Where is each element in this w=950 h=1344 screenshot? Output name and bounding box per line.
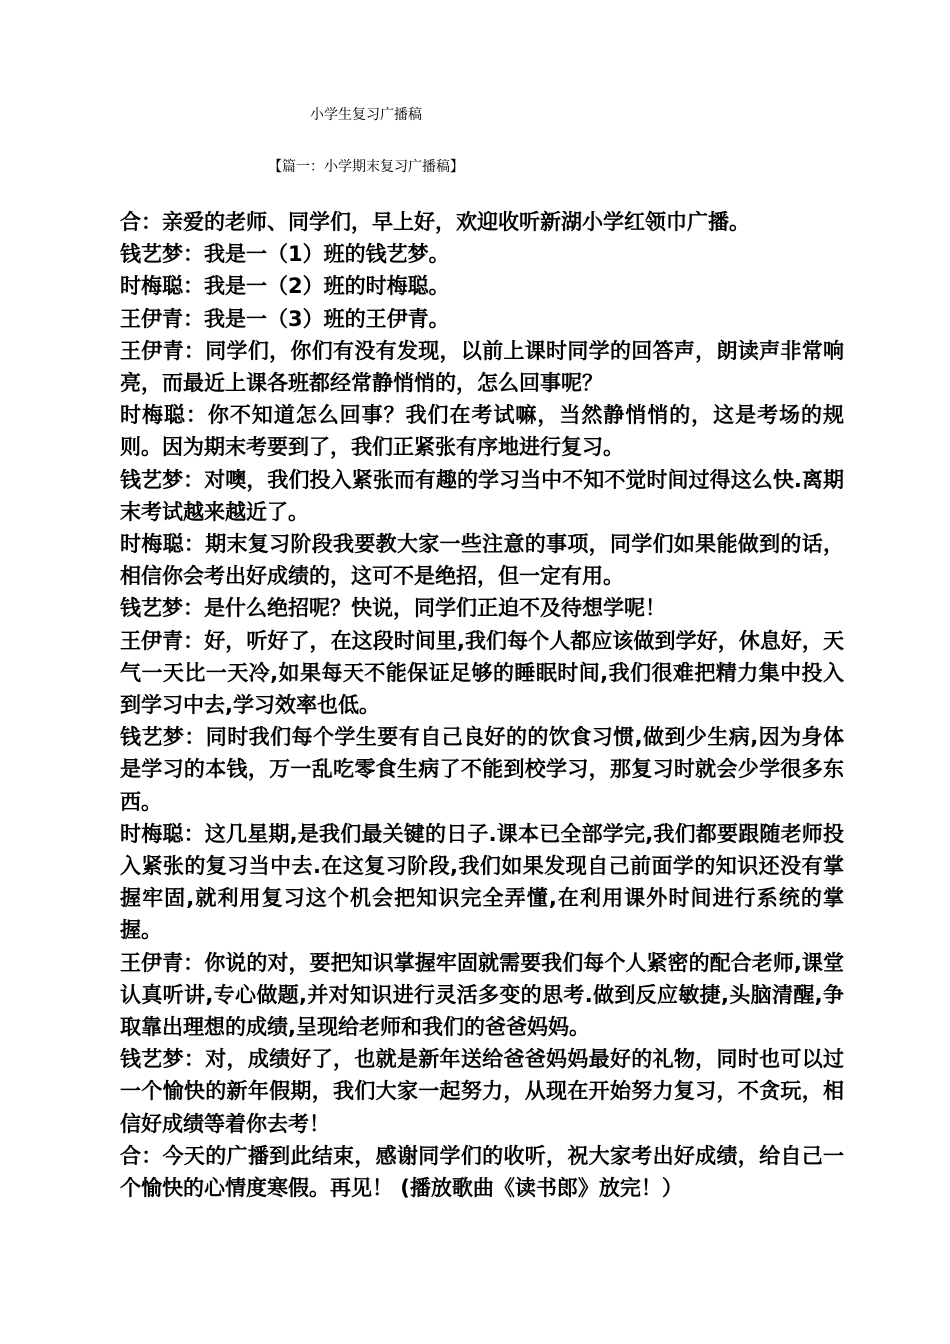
document-body (116, 206, 844, 1204)
paragraph: 钱艺梦：同时我们每个学生要有自己良好的的饮食习惯,做到少生病,因为身体是学习的本钱，万一乱吃零食生病了不能到校学习，那复习时就会少学很多东西。 (120, 725, 844, 814)
paragraph: 时梅聪：我是一（2）班的时梅聪。 (120, 274, 450, 299)
paragraph: 王伊青：同学们，你们有没有发现，以前上课时同学的回答声，朗读声非常响亮，而最近上课各班都经常静悄悄的，怎么回事呢？ (120, 338, 844, 396)
paragraph: 钱艺梦：对噢，我们投入紧张而有趣的学习当中不知不觉时间过得这么快.离期末考试越来越近了。 (120, 467, 844, 524)
paragraph: 时梅聪：这几星期,是我们最关键的日子.课本已全部学完,我们都要跟随老师投入紧张的复习当中去.在这复习阶段,我们如果发现自己前面学的知识还没有掌握牢固,就利用复习这个机会把知识完全弄懂,在利用课外时间进行系统的掌握。 (120, 821, 844, 943)
paragraph: 王伊青：好，听好了，在这段时间里,我们每个人都应该做到学好，休息好，天气一天比一天冷,如果每天不能保证足够的睡眠时间,我们很难把精力集中投入到学习中去,学习效率也低。 (120, 628, 844, 718)
paragraph: 合：今天的广播到此结束，感谢同学们的收听，祝大家考出好成绩，给自己一个愉快的心情度寒假。再见！ (播放歌曲《读书郎》放完！） (120, 1143, 844, 1201)
paragraph: 钱艺梦：对，成绩好了，也就是新年送给爸爸妈妈最好的礼物，同时也可以过一个愉快的新年假期，我们大家一起努力，从现在开始努力复习，不贪玩，相信好成绩等着你去考！ (120, 1047, 844, 1136)
paragraph: 时梅聪：你不知道怎么回事？我们在考试嘛，当然静悄悄的，这是考场的规则。因为期末考要到了，我们正紧张有序地进行复习。 (120, 403, 844, 460)
paragraph: 合：亲爱的老师、同学们，早上好，欢迎收听新湖小学红领巾广播。 (120, 210, 750, 234)
paragraph: 时梅聪：期末复习阶段我要教大家一些注意的事项，同学们如果能做到的话，相信你会考出好成绩的，这可不是绝招，但一定有用。 (120, 532, 844, 589)
document-subtitle: 【篇一：小学期末复习广播稿】 (268, 159, 464, 175)
paragraph: 钱艺梦：是什么绝招呢？快说，同学们正迫不及待想学呢！ (120, 596, 666, 621)
paragraph: 钱艺梦：我是一（1）班的钱艺梦。 (120, 242, 450, 267)
paragraph: 王伊青：我是一（3）班的王伊青。 (120, 306, 450, 331)
document-title: 小学生复习广播稿 (310, 107, 422, 123)
paragraph: 王伊青：你说的对，要把知识掌握牢固就需要我们每个人紧密的配合老师,课堂认真听讲,专心做题,并对知识进行灵活多变的思考.做到反应敏捷,头脑清醒,争取靠出理想的成绩,呈现给老师和我们的爸爸妈妈。 (120, 950, 844, 1040)
